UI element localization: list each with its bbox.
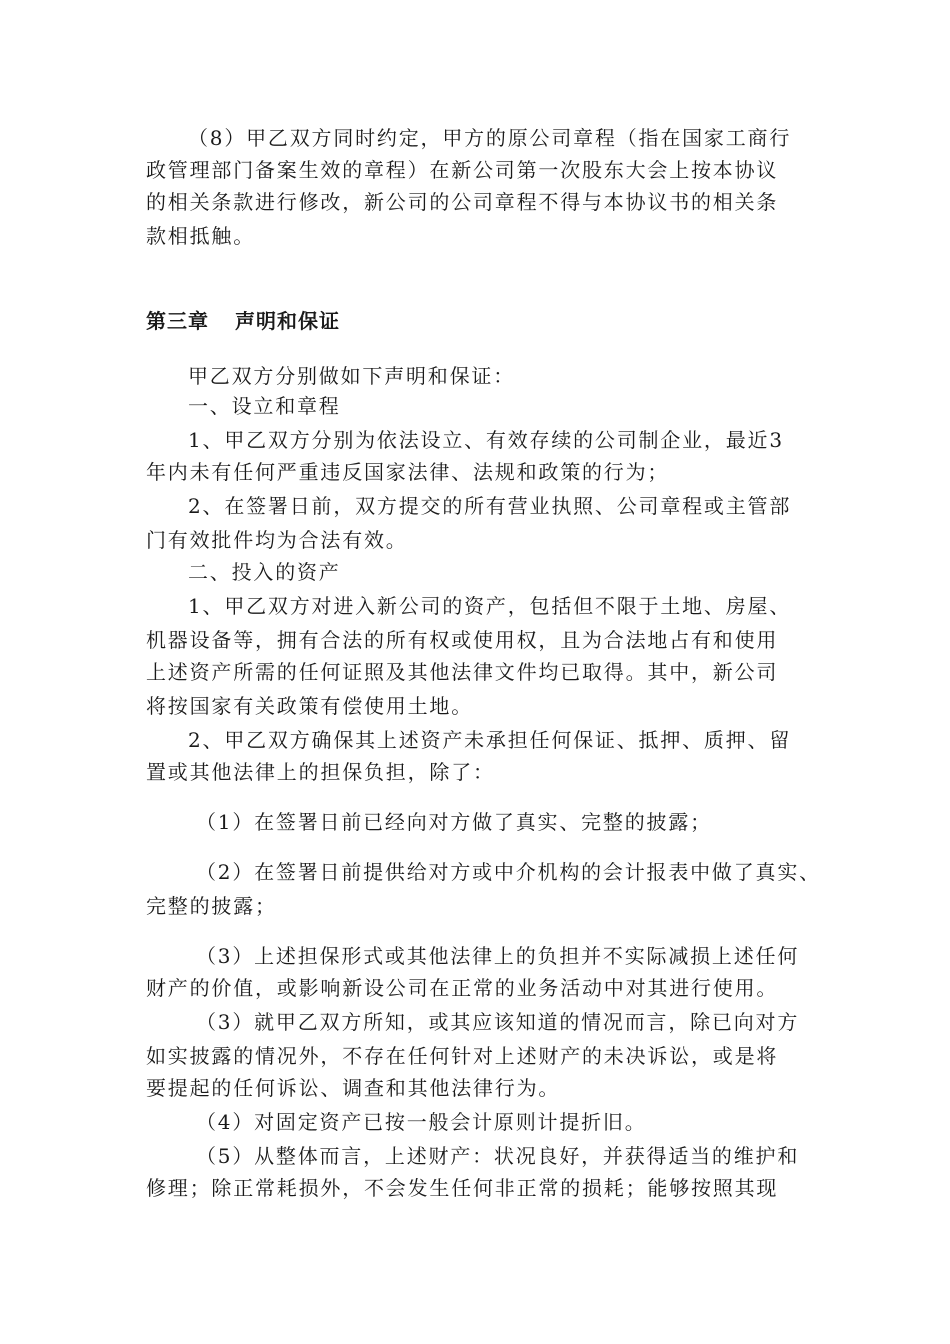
section-heading: 一、设立和章程	[188, 394, 341, 418]
text-line: 政管理部门备案生效的章程）在新公司第一次股东大会上按本协议	[146, 158, 779, 182]
text-line: 如实披露的情况外，不存在任何针对上述财产的未决诉讼，或是将	[146, 1044, 779, 1068]
text-line: （3）就甲乙双方所知，或其应该知道的情况而言，除已向对方	[196, 1010, 800, 1034]
text-line: 1、甲乙双方对进入新公司的资产，包括但不限于土地、房屋、	[188, 594, 792, 618]
chapter-number: 第三章	[146, 309, 209, 333]
text-line: 机器设备等，拥有合法的所有权或使用权，且为合法地占有和使用	[146, 628, 779, 652]
text-line: 2、甲乙双方确保其上述资产未承担任何保证、抵押、质押、留	[188, 728, 792, 752]
text-line: 完整的披露；	[146, 894, 277, 918]
text-line: 财产的价值，或影响新设公司在正常的业务活动中对其进行使用。	[146, 976, 779, 1000]
text-line: 将按国家有关政策有偿使用土地。	[146, 694, 473, 718]
text-line: （8）甲乙双方同时约定，甲方的原公司章程（指在国家工商行	[188, 126, 792, 150]
text-line: 修理；除正常耗损外，不会发生任何非正常的损耗；能够按照其现	[146, 1176, 779, 1200]
text-line: （1）在签署日前已经向对方做了真实、完整的披露；	[196, 810, 712, 834]
text-line: 要提起的任何诉讼、调查和其他法律行为。	[146, 1076, 561, 1100]
text-line: 1、甲乙双方分别为依法设立、有效存续的公司制企业，最近3	[188, 428, 784, 452]
chapter-heading	[146, 305, 340, 337]
text-line: 的相关条款进行修改，新公司的公司章程不得与本协议书的相关条	[146, 190, 779, 214]
text-line: 置或其他法律上的担保负担，除了：	[146, 760, 495, 784]
text-line: （2）在签署日前提供给对方或中介机构的会计报表中做了真实、	[196, 860, 821, 884]
text-line: （5）从整体而言，上述财产：状况良好，并获得适当的维护和	[196, 1144, 800, 1168]
chapter-title: 声明和保证	[235, 309, 340, 333]
text-line: 门有效批件均为合法有效。	[146, 528, 408, 552]
text-line: 甲乙双方分别做如下声明和保证：	[188, 364, 515, 388]
text-line: 2、在签署日前，双方提交的所有营业执照、公司章程或主管部	[188, 494, 792, 518]
text-line: 年内未有任何严重违反国家法律、法规和政策的行为；	[146, 460, 670, 484]
section-heading: 二、投入的资产	[188, 560, 341, 584]
text-line: 款相抵触。	[146, 224, 255, 248]
text-line: 上述资产所需的任何证照及其他法律文件均已取得。其中，新公司	[146, 660, 779, 684]
text-line: （3）上述担保形式或其他法律上的负担并不实际减损上述任何	[196, 944, 800, 968]
text-line: （4）对固定资产已按一般会计原则计提折旧。	[196, 1110, 647, 1134]
